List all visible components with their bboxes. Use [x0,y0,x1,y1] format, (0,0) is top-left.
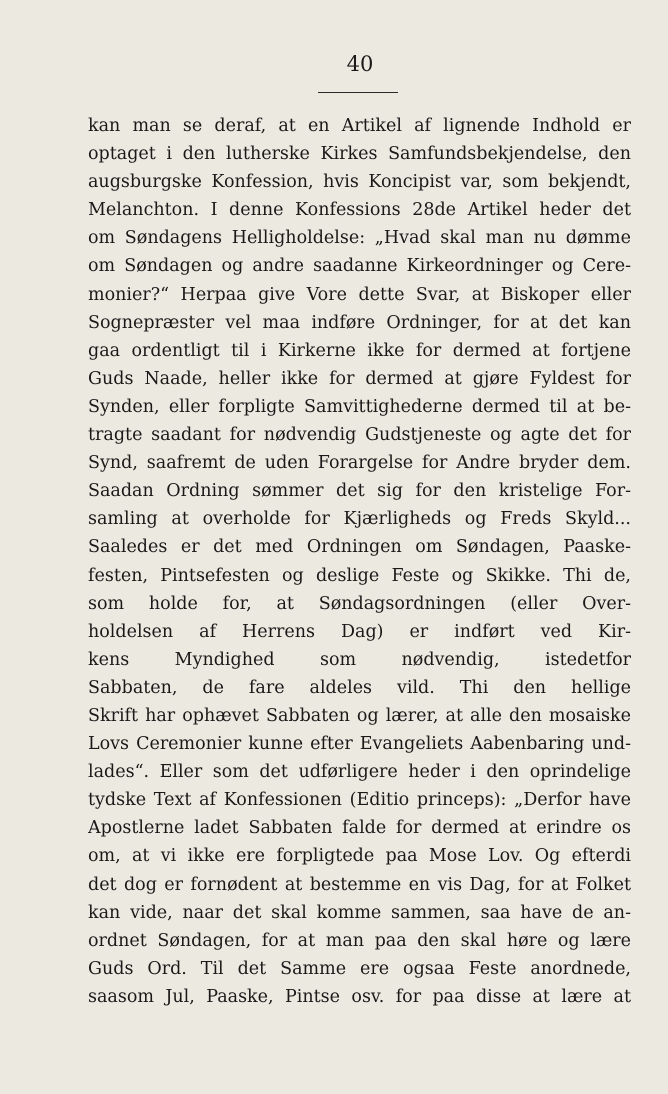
text-line: kan vide, naar det skal komme sammen, saa have de an- [88,902,631,923]
text-line: om, at vi ikke ere forpligtede paa Mose Lov. Og efterdi [88,846,631,867]
text-line: monier?“ Herpaa give Vore dette Svar, at Biskoper eller [88,284,631,305]
text-line: Saadan Ordning sømmer det sig for den kristelige For- [88,481,631,502]
text-line: Guds Ord. Til det Samme ere ogsaa Feste anordnede, [88,958,631,979]
text-line: saasom Jul, Paaske, Pintse osv. for paa disse at lære at [88,986,631,1007]
text-line: tydske Text af Konfessionen (Editio princeps): „Derfor have [88,790,631,811]
text-line: Sognepræster vel maa indføre Ordninger, for at det kan [88,312,631,333]
text-line: samling at overholde for Kjærligheds og Freds Skyld... [88,509,631,530]
text-line: lades“. Eller som det udførligere heder i den oprindelige [88,762,631,783]
text-line: Sabbaten, de fare aldeles vild. Thi den hellige [88,677,631,698]
text-line: Apostlerne ladet Sabbaten falde for dermed at erindre os [88,818,631,839]
text-line: Skrift har ophævet Sabbaten og lærer, at alle den mosaiske [88,705,631,726]
text-line: om Søndagens Helligholdelse: „Hvad skal man nu dømme [88,228,631,249]
text-line: Guds Naade, heller ikke for dermed at gjøre Fyldest for [88,368,631,389]
text-line: Synd, saafremt de uden Forargelse for Andre bryder dem. [88,453,631,474]
text-line: Lovs Ceremonier kunne efter Evangeliets Aabenbaring und- [88,734,631,755]
text-line: ordnet Søndagen, for at man paa den skal høre og lære [88,930,631,951]
text-line: augsburgske Konfession, hvis Koncipist var, som bekjendt, [88,172,631,193]
text-line: Synden, eller forpligte Samvittighederne dermed til at be- [88,396,631,417]
text-line: optaget i den lutherske Kirkes Samfundsbekjendelse, den [88,144,631,165]
text-line: gaa ordentligt til i Kirkerne ikke for dermed at fortjene [88,340,631,361]
page-number: 40 [346,52,374,76]
text-line: Saaledes er det med Ordningen om Søndagen, Paaske- [88,537,631,558]
text-line: kan man se deraf, at en Artikel af lignende Indhold er [88,116,631,136]
header-rule [318,92,398,93]
text-line: kens Myndighed som nødvendig, istedetfor [88,649,631,670]
text-line: festen, Pintsefesten og deslige Feste og Skikke. Thi de, [88,565,631,586]
text-line: Melanchton. I denne Konfessions 28de Artikel heder det [88,200,631,221]
text-line: det dog er fornødent at bestemme en vis Dag, for at Folket [88,874,631,895]
text-line: tragte saadant for nødvendig Gudstjeneste og agte det for [88,425,631,446]
text-line: som holde for, at Søndagsordningen (eller Over- [88,593,631,614]
body-text [88,112,631,1011]
text-line: om Søndagen og andre saadanne Kirkeordninger og Cere- [88,256,631,277]
text-line: holdelsen af Herrens Dag) er indført ved Kir- [88,621,631,642]
